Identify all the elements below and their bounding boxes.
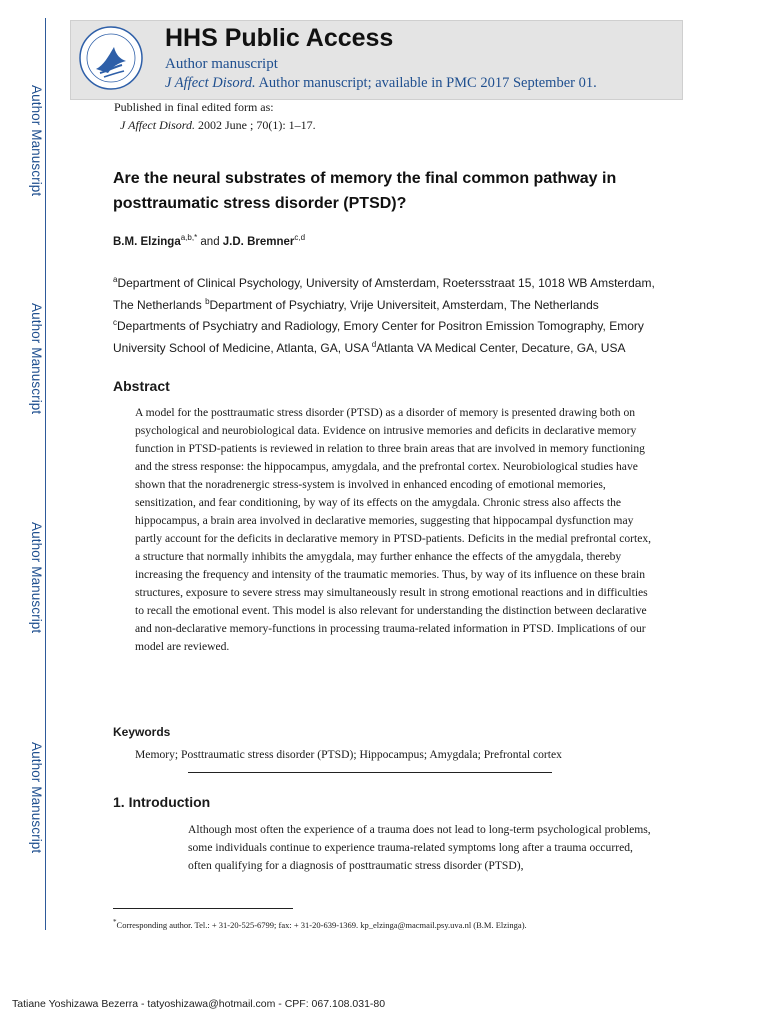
hhs-seal-icon <box>78 25 144 91</box>
abstract-heading: Abstract <box>113 378 170 394</box>
affiliation-mark: b <box>205 296 210 306</box>
journal-name: J Affect Disord. <box>165 75 256 91</box>
availability-text: Author manuscript; available in PMC 2017 September 01. <box>255 75 597 91</box>
footnote <box>113 918 527 930</box>
citation-journal: J Affect Disord. <box>120 118 195 132</box>
introduction-text: Although most often the experience of a trauma does not lead to long-term psychological problems, some individuals continue to experience trauma-related symptoms long after a trauma occurred, often qualifying for a diagnosis of posttraumatic stress disorder (PTSD), <box>188 823 651 872</box>
affiliation-mark: a <box>113 275 118 284</box>
published-in-label: Published in final edited form as: <box>114 100 274 114</box>
citation-details: 2002 June ; 70(1): 1–17. <box>195 118 316 132</box>
hhs-title: HHS Public Access <box>165 24 394 52</box>
author-affiliation-marks: c,d <box>294 233 306 242</box>
abstract-text: A model for the posttraumatic stress disorder (PTSD) as a disorder of memory is presented drawing both on psychological and neurobiological data. Evidence on intrusive memories and deficits in declarative memory function in PTSD-patients is reviewed in relation to three brain areas that are involved in memory functioning and the stress response: the hippocampus, amygdala, and the prefrontal cortex. Neurobiological studies have shown that the noradrenergic stress-system is involved in enhanced encoding of emotional memories, sensitization, and fear conditioning, by way of its effects on the amygdala. Chronic stress also affects the hippocampus, a brain area involved in declarative memories, suggesting that hippocampal dysfunction may partly account for the deficits in declarative memory in PTSD-patients. Deficits in the medial prefrontal cortex, a structure that normally inhibits the amygdala, may further enhance the effects of the amygdala, thereby increasing the frequency and intensity of the traumatic memories. Thus, by way of its influence on these brain structures, exposure to severe stress may simultaneously result in strong emotional reactions and in difficulties to recall the emotional event. This model is also relevant for understanding the distinction between declarative and non-declarative memory-functions in processing trauma-related information in PTSD. Implications of our model are reviewed. <box>135 406 652 653</box>
affiliations <box>113 271 673 357</box>
author-name: J.D. Bremner <box>222 235 295 248</box>
sidebar-divider <box>45 18 46 930</box>
sidebar-label-2: Author Manuscript <box>29 303 44 415</box>
sidebar-label-1: Author Manuscript <box>29 85 44 197</box>
journal-availability <box>165 75 597 92</box>
affiliation-text: Department of Clinical Psychology, University of Amsterdam, Roetersstraat 15, 1018 WB Amsterdam, The Netherlands <box>113 276 655 312</box>
section-divider <box>188 772 552 773</box>
author-separator: and <box>197 235 223 248</box>
author-name: B.M. Elzinga <box>113 235 181 248</box>
affiliation-mark: d <box>371 339 377 349</box>
sidebar-label-3: Author Manuscript <box>29 522 44 634</box>
author-affiliation-marks: a,b,* <box>180 233 198 242</box>
affiliation-text: Department of Psychiatry, Vrije Universiteit, Amsterdam, The Netherlands <box>209 297 599 312</box>
keywords-heading: Keywords <box>113 725 171 739</box>
footnote-text: Corresponding author. Tel.: + 31-20-525-6799; fax: + 31-20-639-1369. kp_elzinga@macmail.psy.uva.nl (B.M. Elzinga). <box>116 919 527 930</box>
download-watermark: Tatiane Yoshizawa Bezerra - tatyoshizawa@hotmail.com - CPF: 067.108.031-80 <box>12 998 386 1010</box>
affiliation-text: Departments of Psychiatry and Radiology, Emory Center for Positron Emission Tomography, Emory University School of Medicine, Atlanta, GA, USA <box>113 319 644 355</box>
affiliation-text: Atlanta VA Medical Center, Decature, GA, USA <box>376 340 626 355</box>
introduction-heading: 1. Introduction <box>113 794 211 810</box>
footnote-mark: * <box>113 918 117 926</box>
affiliation-mark: c <box>113 318 117 327</box>
citation <box>120 118 316 133</box>
footnote-divider <box>113 908 293 909</box>
author-list <box>113 233 305 248</box>
article-title: Are the neural substrates of memory the final common pathway in posttraumatic stress disorder (PTSD)? <box>113 170 617 212</box>
sidebar-label-4: Author Manuscript <box>29 742 44 854</box>
keywords-text: Memory; Posttraumatic stress disorder (PTSD); Hippocampus; Amygdala; Prefrontal cortex <box>135 748 562 761</box>
author-manuscript-label: Author manuscript <box>165 56 278 72</box>
